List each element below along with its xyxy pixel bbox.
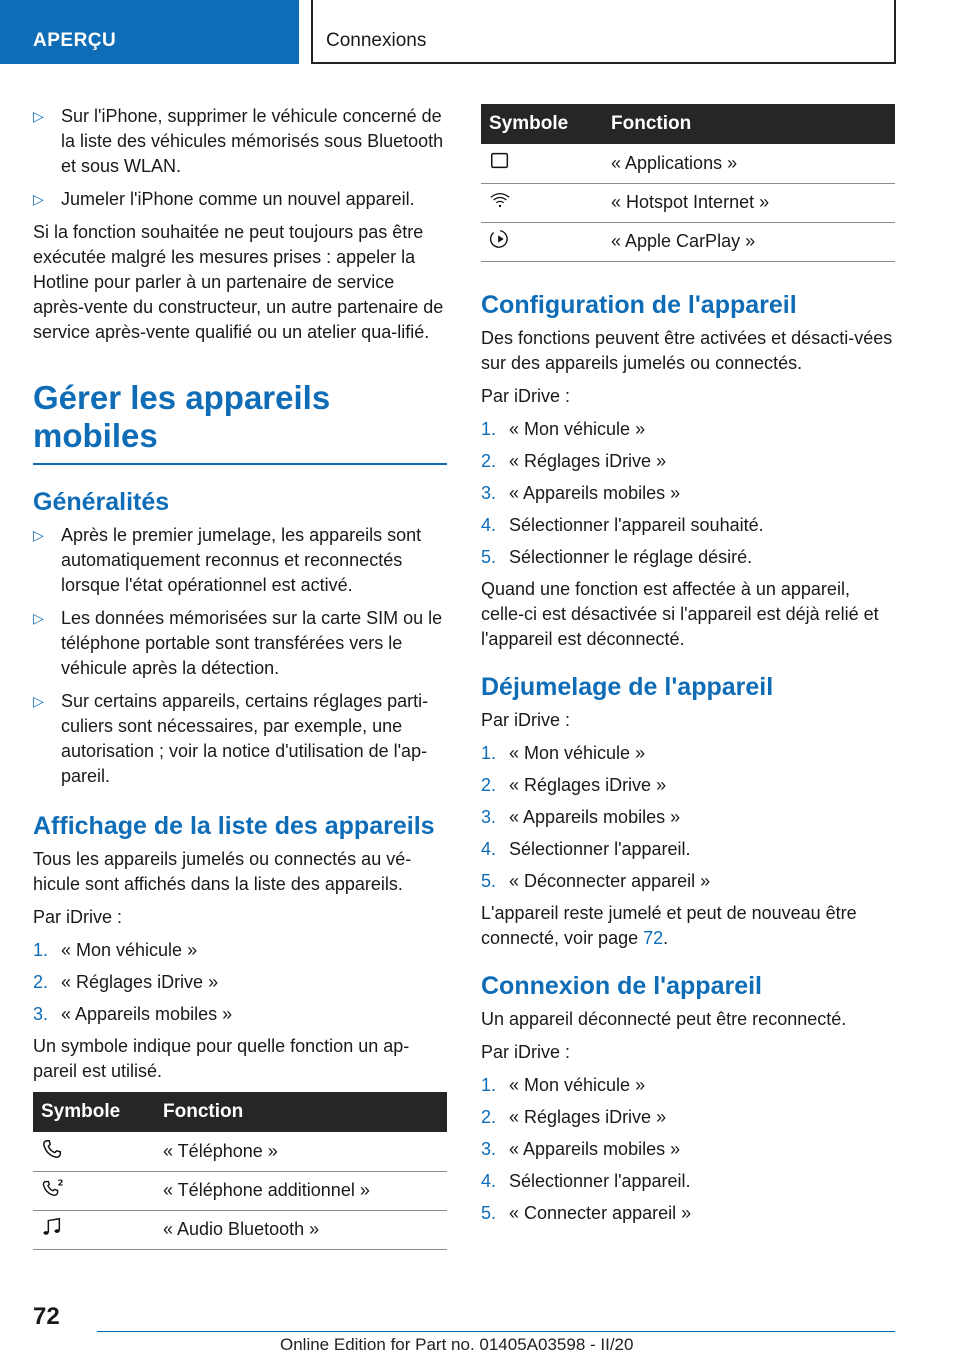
table-row: « Audio Bluetooth » xyxy=(33,1210,447,1249)
section-heading-configuration: Configuration de l'appareil xyxy=(481,290,797,319)
step-item: 5. « Connecter appareil » xyxy=(481,1202,692,1223)
steps-list xyxy=(481,1073,895,1226)
svg-text:2: 2 xyxy=(57,1177,64,1188)
step-item: 3. « Appareils mobiles » xyxy=(481,806,681,827)
triangle-bullet-icon: ▷ xyxy=(33,191,44,207)
music-note-icon xyxy=(41,1216,63,1238)
idrive-label: Par iDrive : xyxy=(33,907,123,927)
step-item: 1. « Mon véhicule » xyxy=(33,940,198,960)
step-item: 4. Sélectionner l'appareil. xyxy=(481,1170,691,1191)
step-item: 3. « Appareils mobiles » xyxy=(481,1138,681,1159)
left-column xyxy=(33,104,447,1250)
device-list-paragraph: Tous les appareils jumelés ou connectés au vé-hicule sont affichés dans la liste des appareils. xyxy=(33,849,412,894)
section-heading-generalites: Généralités xyxy=(33,488,170,516)
steps-list xyxy=(481,741,895,894)
play-circle-icon xyxy=(489,228,511,250)
section-heading-device-list: Affichage de la liste des appareils xyxy=(33,812,435,840)
tab-connexions[interactable]: Connexions xyxy=(311,0,896,64)
step-item: 3. « Appareils mobiles » xyxy=(481,482,681,503)
steps-list xyxy=(481,417,895,570)
section-heading-connect: Connexion de l'appareil xyxy=(481,971,762,1000)
list-item: ▷ Sur certains appareils, certains réglages parti-culiers sont nécessaires, par exemple, une autorisation ; voir la notice d'utilisation de l'ap-pareil. xyxy=(33,691,429,786)
symbol-paragraph: Un symbole indique pour quelle fonction un ap-pareil est utilisé. xyxy=(33,1036,410,1081)
section-heading-unpair: Déjumelage de l'appareil xyxy=(481,672,774,701)
table-header: Symbole Fonction xyxy=(481,104,895,144)
list-item: ▷ Les données mémorisées sur la carte SIM ou le téléphone portable sont transférées vers le véhicule après la détection. xyxy=(33,608,443,678)
list-item: ▷ Sur l'iPhone, supprimer le véhicule concerné de la liste des véhicules mémorisés sous Bluetooth et sous WLAN. xyxy=(33,106,444,176)
triangle-bullet-icon: ▷ xyxy=(33,527,44,543)
config-paragraph: Des fonctions peuvent être activées et désacti-vées sur des appareils jumelés ou connectés. xyxy=(481,327,893,373)
step-item: 2. « Réglages iDrive » xyxy=(481,450,667,471)
page-link[interactable]: 72 xyxy=(643,927,664,948)
step-item: 5. Sélectionner le réglage désiré. xyxy=(481,546,753,567)
table-row: 2 « Téléphone additionnel » xyxy=(33,1171,447,1210)
table-row: « Applications » xyxy=(481,144,895,183)
step-item: 2. « Réglages iDrive » xyxy=(33,972,219,992)
step-item: 1. « Mon véhicule » xyxy=(481,1074,646,1095)
step-item: 5. « Déconnecter appareil » xyxy=(481,870,711,891)
table-row: « Apple CarPlay » xyxy=(481,222,895,261)
page-number: 72 xyxy=(33,1303,60,1330)
right-column xyxy=(481,104,895,1233)
triangle-bullet-icon: ▷ xyxy=(33,693,44,709)
steps-list xyxy=(33,938,447,1027)
apps-square-icon xyxy=(489,150,511,172)
footer-divider xyxy=(97,1331,895,1332)
triangle-bullet-icon: ▷ xyxy=(33,108,44,124)
page-title: Gérer les appareils mobiles xyxy=(33,379,447,465)
list-item: ▷ Après le premier jumelage, les appareils sont automatiquement reconnus et reconnectés lorsque l'état opérationnel est activé. xyxy=(33,525,422,595)
step-item: 2. « Réglages iDrive » xyxy=(481,1106,667,1127)
step-item: 3. « Appareils mobiles » xyxy=(33,1004,233,1024)
wifi-icon xyxy=(489,189,511,211)
step-item: 2. « Réglages iDrive » xyxy=(481,774,667,795)
list-item: ▷ Jumeler l'iPhone comme un nouvel appareil. xyxy=(33,187,447,212)
hotline-paragraph: Si la fonction souhaitée ne peut toujours pas être exécutée malgré les mesures prises : appeler la Hotline pour parler à un partenaire de service après-vente du constructeur, un autre partenaire de service après-vente qualifié ou un atelier qua-lifié. xyxy=(33,222,444,342)
idrive-label: Par iDrive : xyxy=(481,385,571,406)
page-header xyxy=(0,0,960,66)
unpair-paragraph: L'appareil reste jumelé et peut de nouveau être connecté, voir page 72. xyxy=(481,902,857,948)
config-paragraph-2: Quand une fonction est affectée à un appareil, celle-ci est désactivée si l'appareil est déjà relié et l'appareil est déconnecté. xyxy=(481,578,879,649)
step-item: 1. « Mon véhicule » xyxy=(481,742,646,763)
connect-paragraph: Un appareil déconnecté peut être reconnecté. xyxy=(481,1008,847,1029)
table-row: « Téléphone » xyxy=(33,1132,447,1171)
tab-apercu[interactable]: APERÇU xyxy=(0,0,299,64)
edition-footer: Online Edition for Part no. 01405A03598 - II/20 xyxy=(280,1335,634,1354)
table-row: « Hotspot Internet » xyxy=(481,183,895,222)
phone-icon xyxy=(41,1138,63,1160)
idrive-label: Par iDrive : xyxy=(481,709,571,730)
phone-2-icon xyxy=(41,1177,65,1199)
symbol-table xyxy=(33,1092,447,1250)
table-header: Symbole Fonction xyxy=(33,1092,447,1132)
step-item: 1. « Mon véhicule » xyxy=(481,418,646,439)
triangle-bullet-icon: ▷ xyxy=(33,610,44,626)
step-item: 4. Sélectionner l'appareil souhaité. xyxy=(481,514,764,535)
idrive-label: Par iDrive : xyxy=(481,1041,571,1062)
step-item: 4. Sélectionner l'appareil. xyxy=(481,838,691,859)
symbol-table xyxy=(481,104,895,262)
